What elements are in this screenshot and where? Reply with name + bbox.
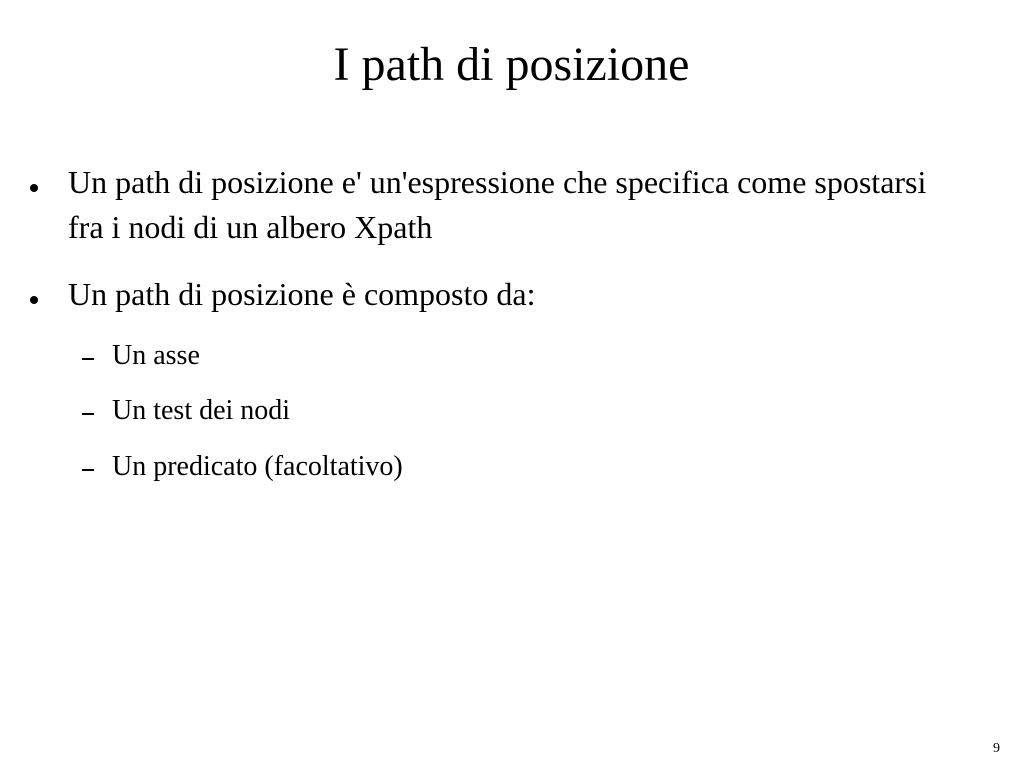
bullet-dot-icon [30, 296, 38, 304]
bullet-item [30, 160, 960, 250]
sub-bullet-item [78, 447, 958, 487]
slide-title: I path di posizione [333, 38, 690, 91]
dash-bullet-icon [82, 469, 94, 471]
dash-bullet-icon [82, 413, 94, 415]
sub-bullet-text: Un asse [112, 340, 200, 371]
sub-bullet-item [78, 336, 958, 376]
sub-bullet-text: Un predicato (facoltativo) [112, 451, 403, 482]
bullet-text: Un path di posizione e' un'espressione che specifica come spostarsi fra i nodi di un albero Xpath [68, 164, 927, 245]
sub-bullet-item [78, 391, 958, 431]
bullet-item [30, 272, 960, 317]
bullet-text: Un path di posizione è composto da: [68, 276, 536, 312]
dash-bullet-icon [82, 358, 94, 360]
bullet-dot-icon [30, 184, 38, 192]
sub-bullet-text: Un test dei nodi [112, 395, 291, 426]
page-number: 9 [993, 741, 1000, 756]
